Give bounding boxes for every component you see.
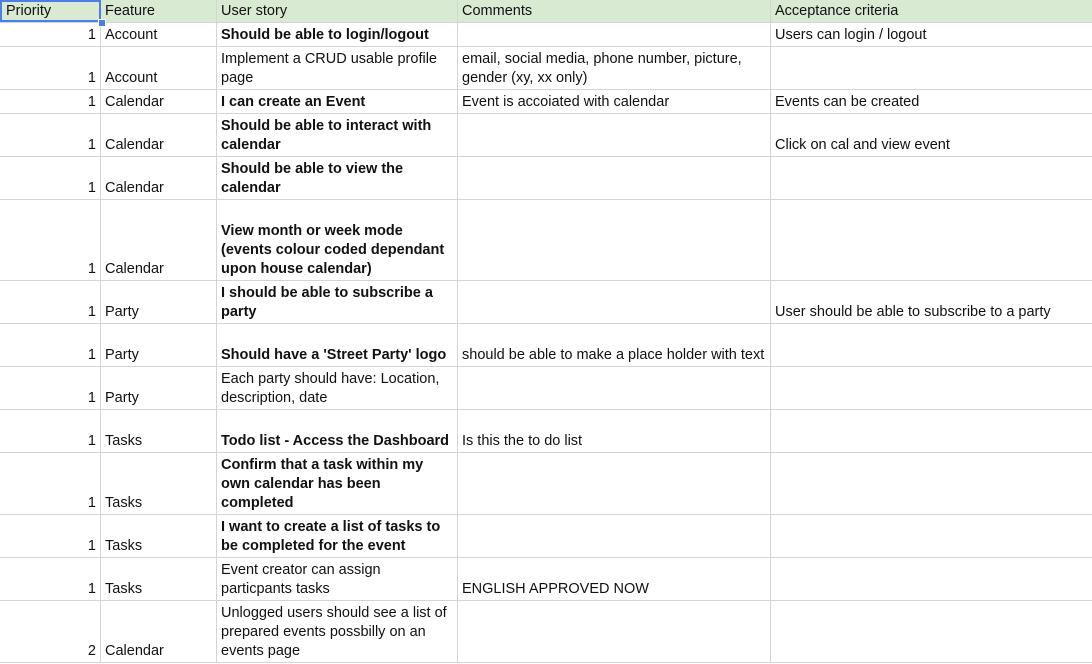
cell-feature[interactable]: Tasks <box>101 558 217 600</box>
cell-acceptance-criteria[interactable] <box>771 515 1092 557</box>
cell-comments[interactable]: email, social media, phone number, picture, gender (xy, xx only) <box>458 47 771 89</box>
table-row <box>0 200 1092 281</box>
cell-feature[interactable]: Account <box>101 23 217 46</box>
cell-priority[interactable]: 1 <box>0 157 101 199</box>
cell-feature[interactable]: Party <box>101 367 217 409</box>
cell-priority[interactable]: 1 <box>0 90 101 113</box>
cell-feature[interactable]: Party <box>101 281 217 323</box>
cell-comments[interactable] <box>458 453 771 514</box>
cell-user-story[interactable]: Confirm that a task within my own calendar has been completed <box>217 453 458 514</box>
cell-priority[interactable]: 1 <box>0 200 101 280</box>
cell-user-story[interactable]: Todo list - Access the Dashboard <box>217 410 458 452</box>
cell-user-story[interactable]: I should be able to subscribe a party <box>217 281 458 323</box>
cell-user-story[interactable]: Unlogged users should see a list of prepared events possbilly on an events page <box>217 601 458 662</box>
cell-priority[interactable]: 1 <box>0 281 101 323</box>
cell-comments[interactable]: Is this the to do list <box>458 410 771 452</box>
cell-acceptance-criteria[interactable] <box>771 601 1092 662</box>
cell-priority[interactable]: 1 <box>0 558 101 600</box>
cell-acceptance-criteria[interactable] <box>771 558 1092 600</box>
cell-user-story[interactable]: I want to create a list of tasks to be completed for the event <box>217 515 458 557</box>
table-row <box>0 90 1092 114</box>
cell-acceptance-criteria[interactable]: User should be able to subscribe to a party <box>775 304 1051 320</box>
header-comments[interactable]: Comments <box>458 0 771 22</box>
cell-comments[interactable] <box>458 157 771 199</box>
cell-priority[interactable]: 1 <box>0 453 101 514</box>
cell-acceptance-criteria[interactable] <box>771 324 1092 366</box>
cell-acceptance-criteria[interactable] <box>771 453 1092 514</box>
header-row <box>0 0 1092 23</box>
cell-priority[interactable]: 2 <box>0 601 101 662</box>
cell-user-story[interactable]: Should be able to view the calendar <box>217 157 458 199</box>
header-acceptance-criteria[interactable]: Acceptance criteria <box>771 0 1092 22</box>
cell-acceptance-criteria[interactable] <box>771 367 1092 409</box>
table-row <box>0 114 1092 157</box>
selection-fill-handle[interactable] <box>98 19 106 27</box>
cell-comments[interactable] <box>458 601 771 662</box>
cell-acceptance-criteria[interactable]: Users can login / logout <box>775 27 927 43</box>
table-row <box>0 47 1092 90</box>
cell-priority[interactable]: 1 <box>0 410 101 452</box>
table-row <box>0 410 1092 453</box>
cell-feature[interactable]: Calendar <box>101 200 217 280</box>
cell-comments[interactable]: should be able to make a place holder with text <box>458 324 771 366</box>
table-row <box>0 367 1092 410</box>
cell-comments[interactable] <box>458 200 771 280</box>
cell-user-story[interactable]: I can create an Event <box>217 90 458 113</box>
cell-feature[interactable]: Calendar <box>101 90 217 113</box>
cell-acceptance-criteria[interactable]: Click on cal and view event <box>775 137 950 153</box>
cell-user-story[interactable]: Should be able to login/logout <box>217 23 458 46</box>
cell-user-story[interactable]: Should have a 'Street Party' logo <box>217 324 458 366</box>
cell-feature[interactable]: Account <box>101 47 217 89</box>
cell-priority[interactable]: 1 <box>0 324 101 366</box>
cell-acceptance-criteria[interactable] <box>771 200 1092 280</box>
cell-feature[interactable]: Party <box>101 324 217 366</box>
cell-acceptance-criteria[interactable] <box>771 157 1092 199</box>
cell-feature[interactable]: Tasks <box>101 453 217 514</box>
cell-user-story[interactable]: View month or week mode (events colour coded dependant upon house calendar) <box>217 200 458 280</box>
cell-feature[interactable]: Tasks <box>101 410 217 452</box>
cell-user-story[interactable]: Event creator can assign particpants tasks <box>217 558 458 600</box>
header-priority[interactable]: Priority <box>0 0 101 22</box>
cell-priority[interactable]: 1 <box>0 47 101 89</box>
cell-priority[interactable]: 1 <box>0 515 101 557</box>
cell-priority[interactable]: 1 <box>0 23 101 46</box>
cell-comments[interactable]: Event is accoiated with calendar <box>458 90 771 113</box>
cell-comments[interactable] <box>458 114 771 156</box>
cell-priority[interactable]: 1 <box>0 114 101 156</box>
cell-comments[interactable] <box>458 367 771 409</box>
table-row <box>0 324 1092 367</box>
table-row <box>0 453 1092 515</box>
cell-user-story[interactable]: Each party should have: Location, description, date <box>217 367 458 409</box>
cell-user-story[interactable]: Should be able to interact with calendar <box>217 114 458 156</box>
cell-comments[interactable] <box>458 281 771 323</box>
table-body <box>0 23 1092 663</box>
cell-feature[interactable]: Calendar <box>101 157 217 199</box>
cell-priority[interactable]: 1 <box>0 367 101 409</box>
cell-feature[interactable]: Calendar <box>101 114 217 156</box>
cell-comments[interactable]: ENGLISH APPROVED NOW <box>458 558 771 600</box>
table-row <box>0 601 1092 663</box>
table-row <box>0 23 1092 47</box>
table-row <box>0 515 1092 558</box>
cell-acceptance-criteria[interactable] <box>771 47 1092 89</box>
cell-user-story[interactable]: Implement a CRUD usable profile page <box>217 47 458 89</box>
table-row <box>0 558 1092 601</box>
header-feature[interactable]: Feature <box>101 0 217 22</box>
header-user-story[interactable]: User story <box>217 0 458 22</box>
cell-comments[interactable] <box>458 515 771 557</box>
cell-acceptance-criteria[interactable] <box>771 410 1092 452</box>
cell-feature[interactable]: Calendar <box>101 601 217 662</box>
cell-acceptance-criteria[interactable]: Events can be created <box>775 94 920 110</box>
cell-comments[interactable] <box>458 23 771 46</box>
table-row <box>0 281 1092 324</box>
cell-feature[interactable]: Tasks <box>101 515 217 557</box>
table-row <box>0 157 1092 200</box>
